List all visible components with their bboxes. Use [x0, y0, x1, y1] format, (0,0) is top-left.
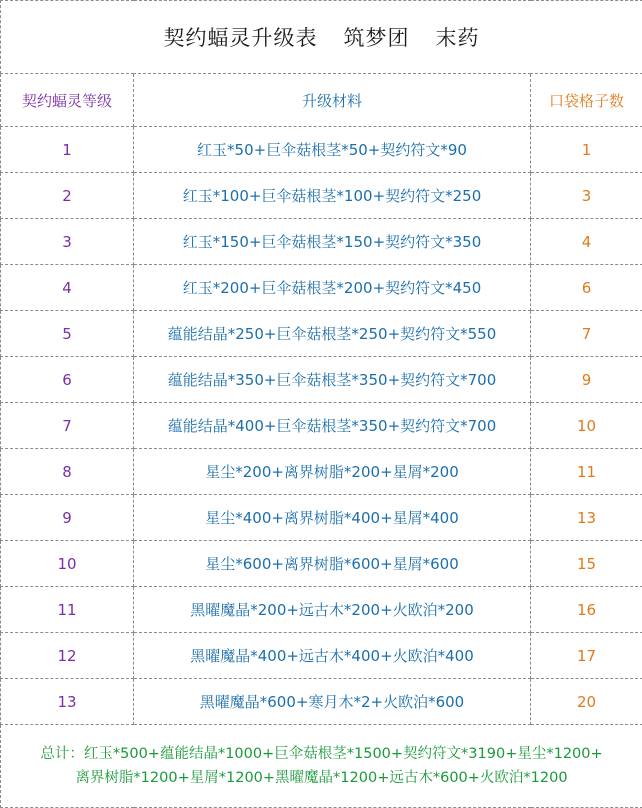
materials-cell: 黑曜魔晶*400+远古木*400+火欧泊*400	[134, 633, 531, 679]
table-row	[1, 541, 642, 587]
level-cell: 8	[1, 449, 134, 495]
materials-cell: 蕴能结晶*400+巨伞菇根茎*350+契约符文*700	[134, 403, 531, 449]
level-cell: 11	[1, 587, 134, 633]
level-cell: 10	[1, 541, 134, 587]
table-row	[1, 127, 642, 173]
materials-cell: 黑曜魔晶*200+远古木*200+火欧泊*200	[134, 587, 531, 633]
table-row	[1, 449, 642, 495]
total-line-2: 离界树脂*1200+星屑*1200+黑曜魔晶*1200+远古木*600+火欧泊*1200	[1, 766, 642, 790]
materials-cell: 黑曜魔晶*600+寒月木*2+火欧泊*600	[134, 679, 531, 725]
materials-cell: 蕴能结晶*250+巨伞菇根茎*250+契约符文*550	[134, 311, 531, 357]
total-summary	[1, 725, 642, 808]
slots-cell: 9	[531, 357, 642, 403]
table-row	[1, 633, 642, 679]
level-cell: 7	[1, 403, 134, 449]
table-row	[1, 679, 642, 725]
slots-cell: 4	[531, 219, 642, 265]
column-header-slots: 口袋格子数	[531, 74, 642, 127]
header-row	[1, 74, 642, 127]
materials-cell: 红玉*200+巨伞菇根茎*200+契约符文*450	[134, 265, 531, 311]
title-text: 契约蝠灵升级表	[164, 26, 318, 50]
slots-cell: 3	[531, 173, 642, 219]
level-cell: 6	[1, 357, 134, 403]
materials-cell: 红玉*100+巨伞菇根茎*100+契约符文*250	[134, 173, 531, 219]
slots-cell: 10	[531, 403, 642, 449]
table-row	[1, 265, 642, 311]
level-cell: 9	[1, 495, 134, 541]
table-row	[1, 311, 642, 357]
level-cell: 4	[1, 265, 134, 311]
materials-cell: 红玉*150+巨伞菇根茎*150+契约符文*350	[134, 219, 531, 265]
level-cell: 5	[1, 311, 134, 357]
total-line-1: 总计：红玉*500+蕴能结晶*1000+巨伞菇根茎*1500+契约符文*3190+星尘*1200+	[1, 742, 642, 766]
author-name: 末药	[436, 26, 480, 50]
slots-cell: 13	[531, 495, 642, 541]
table-row	[1, 495, 642, 541]
total-row	[1, 725, 642, 808]
column-header-level: 契约蝠灵等级	[1, 74, 134, 127]
table-row	[1, 173, 642, 219]
slots-cell: 16	[531, 587, 642, 633]
table-row	[1, 357, 642, 403]
materials-cell: 星尘*400+离界树脂*400+星屑*400	[134, 495, 531, 541]
team-name: 筑梦团	[344, 26, 410, 50]
slots-cell: 15	[531, 541, 642, 587]
materials-cell: 红玉*50+巨伞菇根茎*50+契约符文*90	[134, 127, 531, 173]
level-cell: 13	[1, 679, 134, 725]
materials-cell: 蕴能结晶*350+巨伞菇根茎*350+契约符文*700	[134, 357, 531, 403]
level-cell: 12	[1, 633, 134, 679]
table-row	[1, 587, 642, 633]
title-row	[1, 1, 642, 74]
slots-cell: 11	[531, 449, 642, 495]
level-cell: 1	[1, 127, 134, 173]
slots-cell: 17	[531, 633, 642, 679]
column-header-materials: 升级材料	[134, 74, 531, 127]
slots-cell: 6	[531, 265, 642, 311]
slots-cell: 7	[531, 311, 642, 357]
page-title	[1, 1, 642, 74]
materials-cell: 星尘*600+离界树脂*600+星屑*600	[134, 541, 531, 587]
level-cell: 2	[1, 173, 134, 219]
table-row	[1, 219, 642, 265]
materials-cell: 星尘*200+离界树脂*200+星屑*200	[134, 449, 531, 495]
slots-cell: 20	[531, 679, 642, 725]
slots-cell: 1	[531, 127, 642, 173]
level-cell: 3	[1, 219, 134, 265]
table-row	[1, 403, 642, 449]
